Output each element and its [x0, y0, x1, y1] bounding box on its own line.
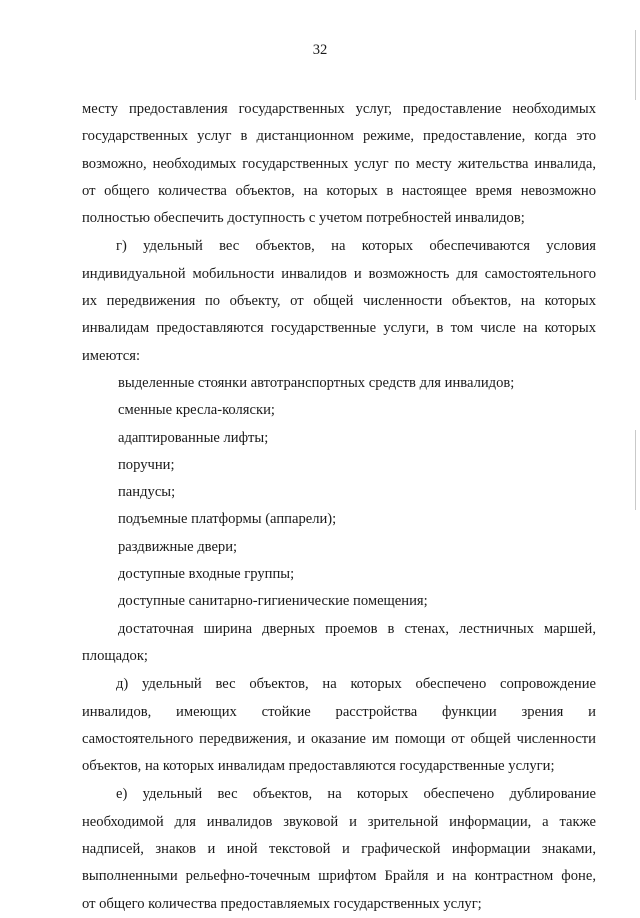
scan-edge-mark	[635, 30, 636, 100]
paragraph-d	[82, 671, 596, 780]
text-line: от общего количества предоставляемых государственных услуг;	[82, 895, 482, 912]
list-item: доступные входные группы;	[118, 566, 295, 583]
paragraph	[82, 96, 596, 232]
text-line: площадок;	[82, 647, 148, 664]
text-line: инвалидам предоставляются государственные услуги, в том числе на которых	[82, 320, 596, 337]
text-line: е) удельный вес объектов, на которых обеспечено дублирование	[116, 786, 596, 803]
text-line: объектов, на которых инвалидам предоставляются государственные услуги;	[82, 758, 555, 775]
list-item: сменные кресла-коляски;	[118, 402, 275, 419]
text-line: месту предоставления государственных услуг, предоставление необходимых	[82, 101, 596, 117]
text-line: д) удельный вес объектов, на которых обеспечено сопровождение	[116, 676, 596, 693]
text-line: индивидуальной мобильности инвалидов и возможность для самостоятельного	[82, 265, 596, 282]
text-line: государственных услуг в дистанционном режиме, предоставление, когда это	[82, 128, 596, 145]
text-line: их передвижения по объекту, от общей численности объектов, на которых	[82, 293, 596, 310]
text-line: инвалидов, имеющих стойкие расстройства функции зрения и	[82, 703, 596, 720]
paragraph-g	[82, 233, 596, 369]
text-line: от общего количества объектов, на которых в настоящее время невозможно	[82, 182, 596, 199]
scan-edge-mark	[635, 430, 636, 510]
list-item: пандусы;	[118, 484, 176, 501]
list-item: подъемные платформы (аппарели);	[118, 511, 337, 528]
text-line: г) удельный вес объектов, на которых обеспечиваются условия	[116, 238, 596, 255]
text-line: необходимой для инвалидов звуковой и зрительной информации, а также	[82, 813, 596, 830]
list-item: поручни;	[118, 456, 175, 473]
body-text	[82, 96, 596, 918]
paragraph-e	[82, 781, 596, 917]
text-line: достаточная ширина дверных проемов в стенах, лестничных маршей,	[118, 620, 596, 637]
page-number: 32	[312, 42, 328, 58]
list-item: выделенные стоянки автотранспортных средств для инвалидов;	[118, 374, 515, 391]
list-item: раздвижные двери;	[118, 538, 238, 555]
list-item	[82, 616, 596, 671]
list-item: доступные санитарно-гигиенические помещения;	[118, 593, 428, 610]
text-line: надписей, знаков и иной текстовой и графической информации знаками,	[82, 841, 596, 858]
text-line: полностью обеспечить доступность с учетом потребностей инвалидов;	[82, 210, 525, 227]
list-item: адаптированные лифты;	[118, 429, 269, 446]
text-line: возможно, необходимых государственных услуг по месту жительства инвалида,	[82, 155, 596, 172]
text-line: имеются:	[82, 347, 141, 364]
text-line: самостоятельного передвижения, и оказание им помощи от общей численности	[82, 730, 596, 747]
text-line: выполненными рельефно-точечным шрифтом Брайля и на контрастном фоне,	[82, 868, 596, 885]
